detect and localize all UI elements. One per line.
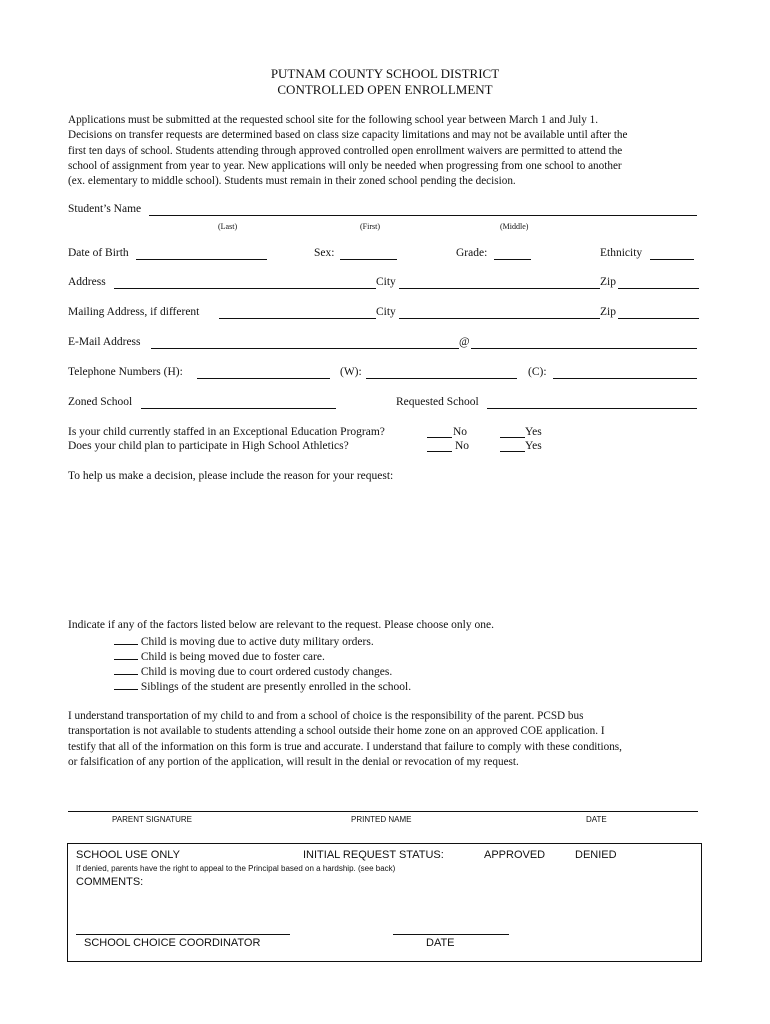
agreement-line: or falsification of any portion of the application, will result in the denial or revocation of my request. bbox=[68, 755, 519, 768]
factor-blank[interactable] bbox=[114, 678, 138, 690]
email-user-field[interactable] bbox=[151, 348, 459, 349]
zoned-school-field[interactable] bbox=[141, 408, 336, 409]
athletics-yes-label: Yes bbox=[525, 440, 542, 452]
zip-field[interactable] bbox=[618, 288, 699, 289]
zip-label: Zip bbox=[600, 276, 616, 288]
cell-phone-label: (C): bbox=[528, 366, 547, 378]
sex-field[interactable] bbox=[340, 259, 397, 260]
work-phone-label: (W): bbox=[340, 366, 362, 378]
intro-line: (ex. elementary to middle school). Students must remain in their zoned school pending the decision. bbox=[68, 175, 516, 188]
signature-date-caption: DATE bbox=[586, 815, 607, 824]
requested-school-field[interactable] bbox=[487, 408, 697, 409]
cell-phone-field[interactable] bbox=[553, 378, 697, 379]
city-field[interactable] bbox=[399, 288, 600, 289]
coordinator-date-line[interactable] bbox=[393, 934, 509, 935]
email-domain-field[interactable] bbox=[471, 348, 697, 349]
agreement-line: I understand transportation of my child to and from a school of choice is the responsibility of the parent. PCSD bus bbox=[68, 710, 584, 722]
last-name-caption: (Last) bbox=[218, 222, 238, 231]
zoned-school-label: Zoned School bbox=[68, 396, 133, 408]
factor-item[interactable] bbox=[114, 678, 411, 693]
coordinator-date-caption: DATE bbox=[426, 937, 455, 949]
mailing-address-field[interactable] bbox=[219, 318, 376, 319]
mailing-city-label: City bbox=[376, 306, 396, 318]
athletics-no-blank[interactable] bbox=[427, 451, 452, 452]
mailing-address-label: Mailing Address, if different bbox=[68, 306, 200, 318]
printed-name-caption: PRINTED NAME bbox=[351, 815, 412, 824]
ethnicity-field[interactable] bbox=[650, 259, 694, 260]
address-field[interactable] bbox=[114, 288, 376, 289]
athletics-yes-blank[interactable] bbox=[500, 451, 525, 452]
home-phone-label: Telephone Numbers (H): bbox=[68, 366, 183, 378]
factor-item[interactable] bbox=[114, 648, 325, 663]
factor-blank[interactable] bbox=[114, 663, 138, 675]
approved-option[interactable]: APPROVED bbox=[484, 849, 546, 861]
factor-item[interactable] bbox=[114, 633, 374, 648]
reason-text-area[interactable] bbox=[68, 490, 698, 610]
school-use-title: SCHOOL USE ONLY bbox=[76, 849, 180, 861]
signature-line[interactable] bbox=[68, 811, 698, 812]
factors-intro: Indicate if any of the factors listed below are relevant to the request. Please choose only one. bbox=[68, 619, 494, 631]
mailing-city-field[interactable] bbox=[399, 318, 600, 319]
intro-line: school of assignment from year to year. New applications will only be needed when progressing from one school to another bbox=[68, 159, 622, 172]
email-at-sign: @ bbox=[459, 336, 470, 348]
athletics-no-label: No bbox=[455, 440, 470, 452]
mailing-zip-label: Zip bbox=[600, 306, 616, 318]
ese-no-blank[interactable] bbox=[427, 437, 452, 438]
work-phone-field[interactable] bbox=[366, 378, 517, 379]
factor-item[interactable] bbox=[114, 663, 392, 678]
home-phone-field[interactable] bbox=[197, 378, 330, 379]
middle-name-caption: (Middle) bbox=[500, 222, 529, 231]
student-name-field[interactable] bbox=[149, 215, 697, 216]
intro-line: Applications must be submitted at the requested school site for the following school year between March 1 and July 1. bbox=[68, 114, 599, 126]
requested-school-label: Requested School bbox=[396, 396, 479, 408]
initial-status-label: INITIAL REQUEST STATUS: bbox=[303, 849, 444, 861]
ese-question: Is your child currently staffed in an Exceptional Education Program? bbox=[68, 426, 385, 438]
athletics-question: Does your child plan to participate in High School Athletics? bbox=[68, 440, 349, 452]
ethnicity-label: Ethnicity bbox=[600, 247, 643, 259]
factor-label: Child is moving due to court ordered custody changes. bbox=[140, 666, 393, 678]
parent-signature-caption: PARENT SIGNATURE bbox=[112, 815, 193, 824]
coordinator-caption: SCHOOL CHOICE COORDINATOR bbox=[84, 937, 261, 949]
denied-option[interactable]: DENIED bbox=[575, 849, 617, 861]
sex-label: Sex: bbox=[314, 247, 335, 259]
mailing-zip-field[interactable] bbox=[618, 318, 699, 319]
district-title: PUTNAM COUNTY SCHOOL DISTRICT bbox=[270, 66, 500, 81]
agreement-line: transportation is not available to students attending a school outside their home zone on an approved COE application. I bbox=[68, 725, 605, 738]
agreement-line: testify that all of the information on this form is true and accurate. I understand that failure to comply with these conditions, bbox=[68, 740, 622, 753]
reason-prompt: To help us make a decision, please include the reason for your request: bbox=[68, 470, 394, 482]
intro-line: first ten days of school. Students attending through approved controlled open enrollment waivers are permitted to attend the bbox=[68, 144, 623, 157]
grade-field[interactable] bbox=[494, 259, 531, 260]
grade-label: Grade: bbox=[456, 247, 488, 259]
dob-label: Date of Birth bbox=[68, 247, 129, 259]
ese-no-label: No bbox=[453, 426, 468, 438]
comments-label: COMMENTS: bbox=[76, 876, 144, 888]
first-name-caption: (First) bbox=[360, 222, 380, 231]
dob-field[interactable] bbox=[136, 259, 267, 260]
coordinator-signature-line[interactable] bbox=[76, 934, 290, 935]
student-name-label: Student’s Name bbox=[68, 203, 142, 215]
factor-blank[interactable] bbox=[114, 648, 138, 660]
appeal-note: If denied, parents have the right to appeal to the Principal based on a hardship. (see back) bbox=[76, 864, 396, 873]
ese-yes-label: Yes bbox=[525, 426, 542, 438]
intro-paragraph bbox=[68, 113, 708, 189]
address-label: Address bbox=[68, 276, 106, 288]
email-label: E-Mail Address bbox=[68, 336, 141, 348]
factor-label: Siblings of the student are presently enrolled in the school. bbox=[140, 681, 412, 693]
ese-yes-blank[interactable] bbox=[500, 437, 525, 438]
city-label: City bbox=[376, 276, 396, 288]
intro-line: Decisions on transfer requests are determined based on class size capacity limitations and may not be available until after the bbox=[68, 129, 628, 142]
factor-label: Child is moving due to active duty military orders. bbox=[140, 636, 374, 648]
factor-blank[interactable] bbox=[114, 633, 138, 645]
factor-label: Child is being moved due to foster care. bbox=[140, 651, 325, 663]
agreement-paragraph bbox=[68, 709, 708, 770]
form-title: CONTROLLED OPEN ENROLLMENT bbox=[277, 82, 493, 97]
